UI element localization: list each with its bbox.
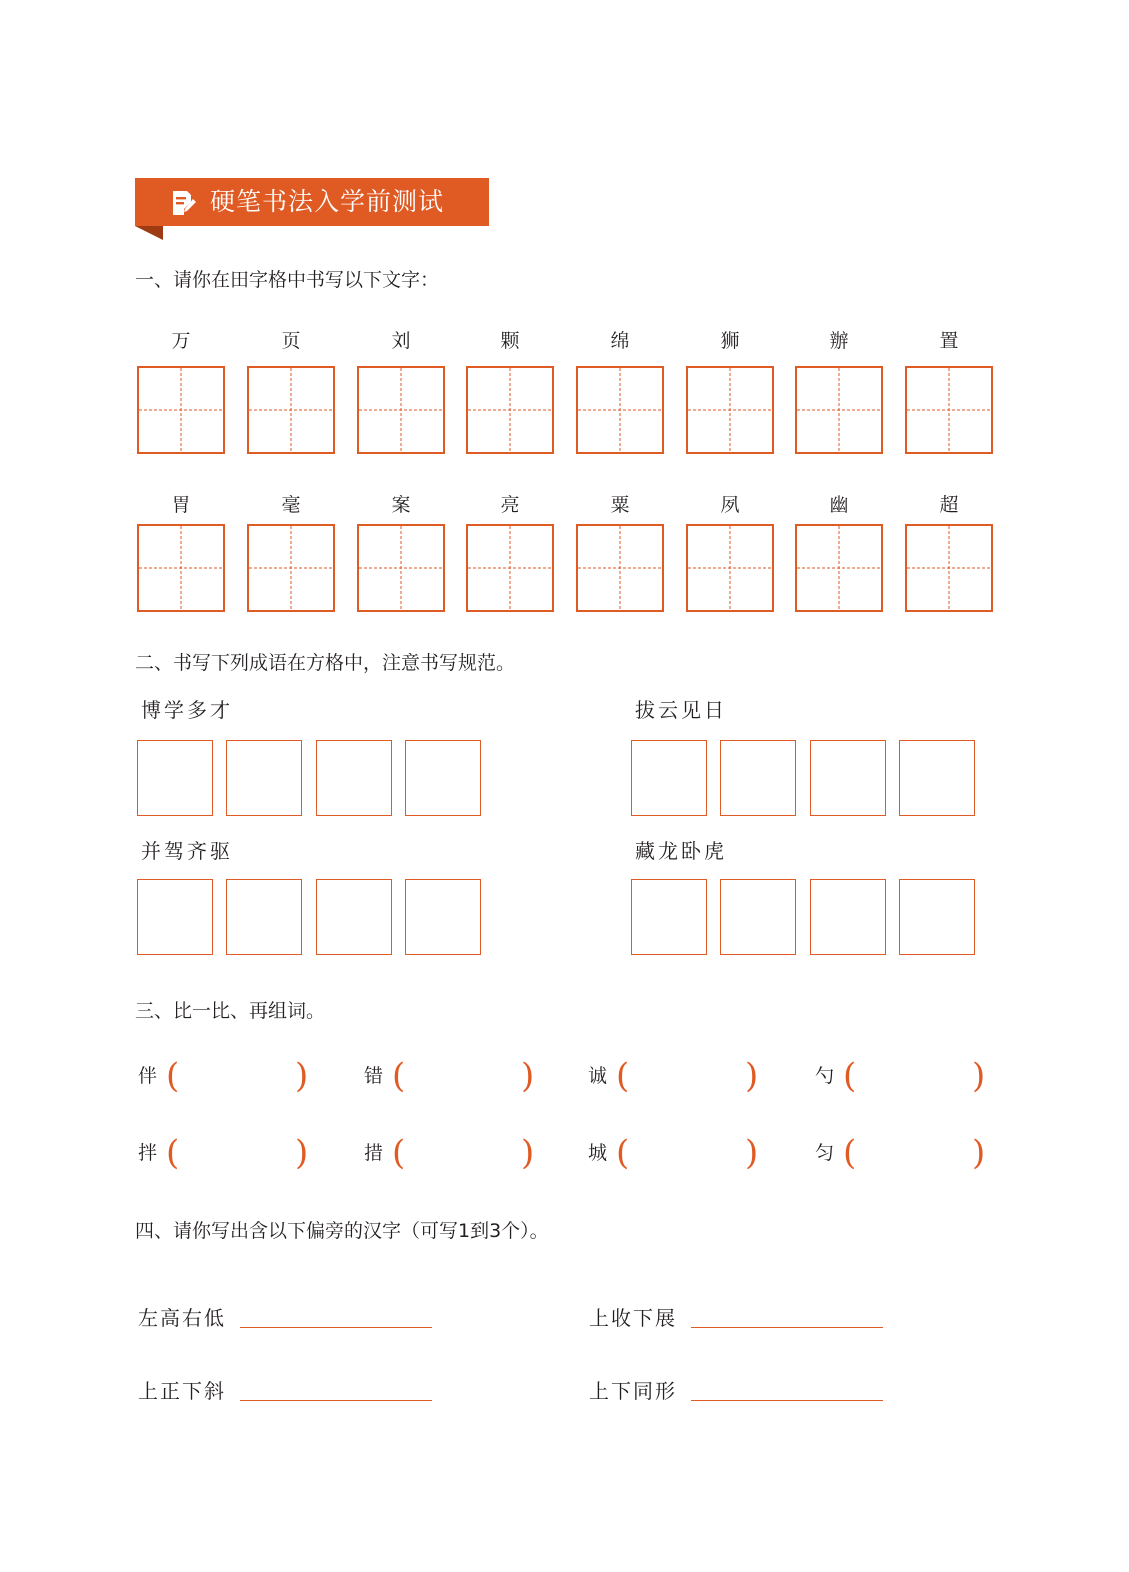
structure-label: 上正下斜 [138,1379,226,1403]
compare-char: 匀 [815,1142,835,1164]
structure-label: 左高右低 [138,1306,226,1330]
practice-char-label: 辦 [829,330,849,352]
section-4-heading: 四、请你写出含以下偏旁的汉字（可写1到3个）。 [135,1220,549,1242]
compare-char: 拌 [138,1142,158,1164]
idiom-label: 藏龙卧虎 [635,839,727,863]
writing-square[interactable] [899,879,975,955]
tianzige-box[interactable] [686,366,774,454]
idiom-label: 并驾齐驱 [141,839,233,863]
structure-label: 上收下展 [589,1306,677,1330]
tianzige-box[interactable] [905,524,993,612]
close-paren: ) [745,1133,759,1173]
open-paren: ( [392,1056,406,1096]
open-paren: ( [843,1133,857,1173]
word-answer-field[interactable] [634,1058,744,1094]
writing-square[interactable] [316,740,392,816]
close-paren: ) [972,1133,986,1173]
section-3-heading: 三、比一比、再组词。 [135,1000,326,1022]
practice-char-label: 夙 [720,494,740,516]
page-title: 硬笔书法入学前测试 [210,187,445,216]
compare-char: 措 [364,1142,384,1164]
idiom-label: 博学多才 [141,698,233,722]
close-paren: ) [295,1056,309,1096]
word-answer-field[interactable] [184,1058,294,1094]
tianzige-box[interactable] [357,366,445,454]
word-answer-field[interactable] [410,1135,520,1171]
open-paren: ( [616,1133,630,1173]
practice-char-label: 颗 [500,330,520,352]
close-paren: ) [295,1133,309,1173]
writing-square[interactable] [316,879,392,955]
tianzige-box[interactable] [576,524,664,612]
tianzige-box[interactable] [795,366,883,454]
practice-char-label: 置 [939,330,959,352]
writing-square[interactable] [899,740,975,816]
compare-char: 伴 [138,1065,158,1087]
practice-char-label: 幽 [829,494,849,516]
practice-char-label: 超 [939,494,959,516]
practice-char-label: 页 [281,330,301,352]
section-1-heading: 一、请你在田字格中书写以下文字： [135,269,440,291]
tianzige-box[interactable] [686,524,774,612]
answer-line[interactable] [691,1327,883,1328]
tianzige-box[interactable] [247,366,335,454]
tianzige-box[interactable] [795,524,883,612]
answer-line[interactable] [240,1327,432,1328]
practice-char-label: 毫 [281,494,301,516]
writing-square[interactable] [137,879,213,955]
practice-char-label: 粟 [610,494,630,516]
tianzige-box[interactable] [466,366,554,454]
practice-char-label: 刘 [391,330,411,352]
word-answer-field[interactable] [634,1135,744,1171]
writing-square[interactable] [810,740,886,816]
practice-char-label: 亮 [500,494,520,516]
tianzige-box[interactable] [357,524,445,612]
open-paren: ( [616,1056,630,1096]
practice-char-label: 狮 [720,330,740,352]
word-answer-field[interactable] [410,1058,520,1094]
banner-fold [135,226,163,240]
open-paren: ( [843,1056,857,1096]
pencil-note-icon [170,189,198,217]
section-2-heading: 二、书写下列成语在方格中，注意书写规范。 [135,652,516,674]
close-paren: ) [521,1056,535,1096]
practice-char-label: 胃 [171,494,191,516]
close-paren: ) [745,1056,759,1096]
practice-char-label: 案 [391,494,411,516]
tianzige-box[interactable] [247,524,335,612]
open-paren: ( [166,1133,180,1173]
tianzige-box[interactable] [137,366,225,454]
word-answer-field[interactable] [184,1135,294,1171]
writing-square[interactable] [226,879,302,955]
answer-line[interactable] [240,1400,432,1401]
open-paren: ( [166,1056,180,1096]
tianzige-box[interactable] [466,524,554,612]
structure-label: 上下同形 [589,1379,677,1403]
word-answer-field[interactable] [861,1058,971,1094]
close-paren: ) [972,1056,986,1096]
writing-square[interactable] [137,740,213,816]
writing-square[interactable] [810,879,886,955]
practice-char-label: 绵 [610,330,630,352]
close-paren: ) [521,1133,535,1173]
tianzige-box[interactable] [905,366,993,454]
idiom-label: 拔云见日 [635,698,727,722]
tianzige-box[interactable] [137,524,225,612]
writing-square[interactable] [720,879,796,955]
writing-square[interactable] [405,740,481,816]
practice-char-label: 万 [171,330,191,352]
tianzige-box[interactable] [576,366,664,454]
writing-square[interactable] [631,879,707,955]
writing-square[interactable] [720,740,796,816]
writing-square[interactable] [405,879,481,955]
writing-square[interactable] [226,740,302,816]
open-paren: ( [392,1133,406,1173]
compare-char: 错 [364,1065,384,1087]
compare-char: 诚 [588,1065,608,1087]
compare-char: 勺 [815,1065,835,1087]
writing-square[interactable] [631,740,707,816]
answer-line[interactable] [691,1400,883,1401]
word-answer-field[interactable] [861,1135,971,1171]
compare-char: 城 [588,1142,608,1164]
